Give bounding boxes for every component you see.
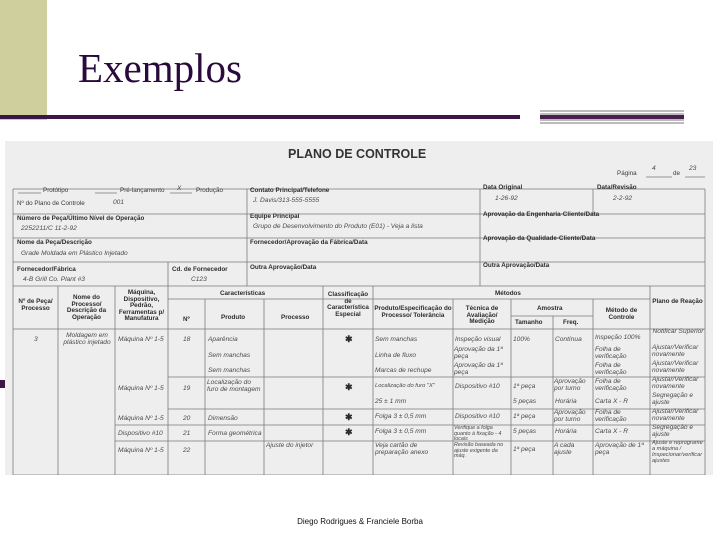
- table-row-8-machine: Máquina Nº 1-5: [118, 447, 164, 454]
- pre-launch-label: Pré-lançamento: [120, 187, 165, 194]
- table-row-4-special-class: ✱: [345, 382, 353, 392]
- table-row-1-reaction: Notificar Superior: [652, 328, 704, 335]
- header-characteristics: Características: [220, 290, 266, 297]
- table-row-3-product: Sem manchas: [208, 367, 251, 374]
- table-row-6-technique: Dispositivo #10: [455, 413, 500, 420]
- header-evaluation: Técnica de Avaliação/ Medição: [465, 305, 499, 326]
- table-row-5-method: Carta X - R: [595, 398, 628, 405]
- table-row-8-frequency: A cada ajuste: [554, 442, 575, 456]
- table-row-7-machine: Dispositivo #10: [118, 430, 163, 437]
- page-of-label: de: [673, 170, 681, 177]
- header-sample: Amostra: [537, 305, 563, 312]
- revision-date-label: Data/Revisão: [597, 184, 637, 191]
- table-row-1-spec: Sem manchas: [375, 336, 418, 343]
- original-date-label: Data Original: [483, 184, 523, 191]
- table-row-7-special-class: ✱: [345, 427, 353, 437]
- table-row-4-frequency: Aprovação por turno: [554, 378, 586, 392]
- header-number: Nº: [183, 316, 190, 323]
- table-row-4-product: Localização do furo de montagem: [207, 379, 261, 393]
- table-row-4-machine: Máquina Nº 1-5: [118, 385, 164, 392]
- table-row-6-number: 20: [183, 415, 191, 422]
- engineering-approval-label: Aprovação da Engenharia-Cliente/Data: [483, 211, 600, 218]
- contact-value: J. Davis/313-555-5555: [253, 197, 320, 204]
- table-row-8-process: Ajuste do injetor: [266, 442, 314, 449]
- form-title: PLANO DE CONTROLE: [288, 147, 427, 161]
- table-row-7-spec: Folga 3 ± 0,5 mm: [375, 428, 427, 435]
- table-row-5-frequency: Horária: [555, 398, 577, 405]
- other-approval-label-1: Outra Aprovação/Data: [250, 264, 317, 271]
- header-methods: Métodos: [495, 290, 521, 297]
- table-row-4-technique: Dispositivo #10: [455, 383, 500, 390]
- table-row-8-method: Aprovação de 1ª peça: [595, 442, 644, 456]
- table-row-4-reaction: Ajustar/Verificar novamente: [652, 376, 699, 390]
- table-row-7-method: Carta X - R: [595, 428, 628, 435]
- part-number-label: Número de Peça/Último Nível de Operação: [17, 215, 145, 222]
- table-row-7-product: Forma geométrica: [208, 430, 262, 437]
- supplier-code-value: C123: [191, 276, 207, 283]
- table-row-4-method: Folha de verificação: [595, 378, 627, 392]
- table-row-7-reaction: Segregação e ajuste: [652, 424, 694, 438]
- table-row-7-frequency: Horária: [555, 428, 577, 435]
- header-size: Tamanho: [515, 319, 543, 326]
- table-row-1-part: 3: [34, 336, 38, 343]
- prototype-label: Protótipo: [43, 187, 69, 194]
- revision-date-value: 2-2-92: [613, 195, 633, 202]
- title-rule-decoration-solid: [540, 115, 684, 119]
- header-reaction-plan: Plano de Reação: [652, 298, 703, 305]
- table-row-6-method: Folha de verificação: [595, 409, 627, 423]
- table-row-1-size: 100%: [513, 336, 530, 343]
- title-underline: [0, 115, 520, 119]
- header-machine: Máquina, Dispositivo, Pedrão, Ferramentas p/ Manufatura: [118, 289, 165, 323]
- header-specification: Produto/Especificação do Processo/ Tolerância: [374, 305, 452, 319]
- table-row-6-machine: Máquina Nº 1-5: [118, 415, 164, 422]
- quality-approval-label: Aprovação da Qualidade-Cliente/Data: [483, 235, 596, 242]
- core-team-value: Grupo de Desenvolvimento do Produto (E01) - Veja a lista: [253, 223, 423, 230]
- slide-header: [0, 0, 720, 125]
- table-row-2-reaction: Ajustar/Verificar novamente: [652, 344, 699, 358]
- part-name-label: Nome da Peça/Descrição: [17, 239, 92, 246]
- supplier-approval-label: Fornecedor/Aprovação da Fábrica/Data: [250, 239, 368, 246]
- header-special-class: Classificação de Característica Especial: [327, 291, 369, 318]
- table-row-4-size: 1ª peça: [513, 383, 536, 390]
- table-row-7-technique: Verifique a folga quanto à fixação - 4 locais: [454, 425, 502, 443]
- table-row-2-method: Folha de verificação: [595, 346, 627, 360]
- table-row-4-spec: Localização do furo "X": [375, 383, 435, 389]
- table-row-6-size: 1ª peça: [513, 413, 536, 420]
- table-row-2-spec: Linha de fluxo: [375, 352, 417, 359]
- table-row-3-reaction: Ajustar/Verificar novamente: [652, 360, 699, 374]
- production-mark: X: [177, 185, 182, 192]
- supplier-plant-value: 4-B Grill Co. Plant #3: [23, 276, 85, 283]
- header-control-method: Método de Controle: [605, 307, 638, 321]
- table-row-6-spec: Folga 3 ± 0,5 mm: [375, 413, 427, 420]
- header-product: Produto: [221, 314, 246, 321]
- table-row-3-spec: Marcas de rechupe: [375, 367, 432, 374]
- table-row-1-number: 18: [183, 336, 191, 343]
- table-row-8-spec: Veja cartão de preparação anexo: [375, 442, 429, 456]
- table-row-1-technique: Inspeção visual: [455, 336, 501, 343]
- table-row-8-reaction: Ajuste e reprograme a máquina / Inspecionar/verificar ajustes: [652, 440, 703, 464]
- table-row-3-method: Folha de verificação: [595, 362, 627, 376]
- table-row-6-special-class: ✱: [345, 412, 353, 422]
- table-row-5-spec: 25 ± 1 mm: [375, 398, 407, 405]
- part-number-value: 2252211/C 11-2-92: [21, 225, 77, 232]
- table-row-1-process-name: Moldagem em plástico injetado: [63, 332, 111, 346]
- table-row-8-number: 22: [183, 447, 191, 454]
- table-row-5-reaction: Segregação e ajuste: [652, 392, 694, 406]
- table-row-4-number: 19: [183, 385, 191, 392]
- table-row-6-product: Dimensão: [208, 415, 238, 422]
- other-approval-label-2: Outra Aprovação/Data: [483, 262, 550, 269]
- core-team-label: Equipe Principal: [250, 213, 300, 220]
- header-process-name: Nome do Processo/ Descrição da Operação: [66, 294, 107, 321]
- table-row-5-size: 5 peças: [513, 398, 537, 405]
- page-number: 4: [652, 165, 656, 172]
- table-row-1-product: Aparência: [208, 336, 238, 343]
- supplier-code-label: Cd. de Fornecedor: [172, 266, 228, 273]
- control-plan-number-value: 001: [113, 199, 125, 206]
- part-name-value: Grade Moldada em Plástico Injetado: [21, 250, 128, 257]
- table-row-8-size: 1ª peça: [513, 446, 536, 453]
- production-label: Produção: [196, 187, 223, 194]
- control-plan-number-label: Nº do Plano de Controle: [17, 200, 85, 207]
- contact-label: Contato Principal/Telefone: [250, 187, 330, 194]
- table-row-3-technique: Aprovação da 1ª peça: [454, 362, 503, 376]
- page-total: 23: [689, 165, 697, 172]
- header-process: Processo: [281, 314, 310, 321]
- table-row-2-product: Sem manchas: [208, 352, 251, 359]
- table-row-1-frequency: Contínua: [555, 336, 582, 343]
- table-row-8-technique: Revisão baseada no ajuste exigente da máq.: [454, 442, 504, 460]
- header-frequency: Freq.: [563, 319, 579, 326]
- slide-title: Exemplos: [78, 45, 242, 91]
- table-row-6-reaction: Ajustar/Verificar novamente: [652, 408, 699, 422]
- table-row-1-machine: Máquina Nº 1-5: [118, 336, 164, 343]
- supplier-plant-label: Fornecedor/Fábrica: [17, 266, 76, 273]
- slide-footer: Diego Rodrigues & Franciele Borba: [297, 517, 423, 526]
- page-label: Página: [617, 170, 637, 177]
- header-part-number: Nº de Peça/ Processo: [18, 298, 53, 312]
- table-row-6-frequency: Aprovação por turno: [554, 409, 586, 423]
- table-row-1-method: Inspeção 100%: [595, 334, 641, 341]
- original-date-value: 1-26-92: [495, 195, 518, 202]
- table-row-2-technique: Aprovação da 1ª peça: [454, 346, 503, 360]
- table-row-1-special-class: ✱: [345, 334, 353, 344]
- table-row-7-number: 21: [183, 430, 191, 437]
- control-plan-form: [5, 141, 713, 475]
- table-row-7-size: 5 peças: [513, 428, 537, 435]
